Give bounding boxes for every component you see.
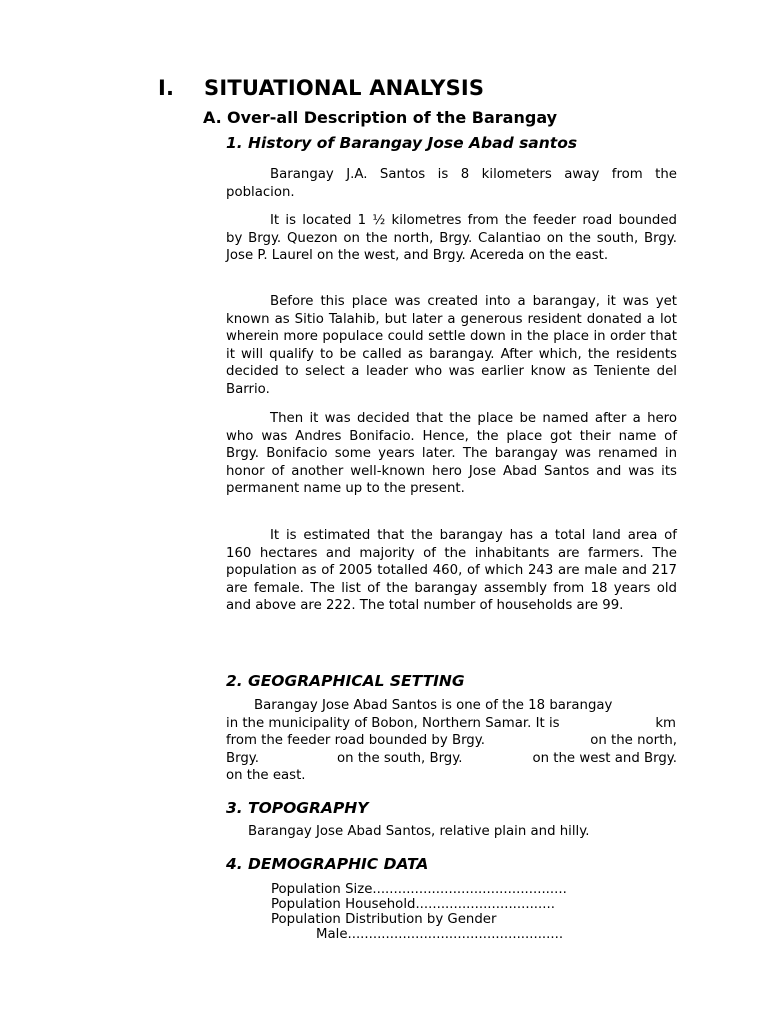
geo-text: Barangay Jose Abad Santos is one of the 18 barangay (254, 698, 613, 713)
topography-text: Barangay Jose Abad Santos, relative plain and hilly. (248, 824, 590, 839)
geographical-heading (226, 672, 465, 690)
topography-heading (226, 799, 369, 817)
history-paragraph-4: Then it was decided that the place be named after a hero who was Andres Bonifacio. Hence, the place got their name of Brgy. Bonifacio some years later. The barangay was renamed in honor of another well-known hero Jose Abad Santos and was its permanent name up to the present. (226, 411, 677, 497)
geo-text: in the municipality of Bobon, Northern Samar. It is (226, 715, 560, 731)
subsection-heading (203, 108, 557, 127)
geo-line-2 (226, 715, 677, 733)
history-heading (226, 134, 577, 152)
section-number: I. (158, 76, 175, 100)
history-paragraph-2: It is located 1 ½ kilometres from the feeder road bounded by Brgy. Quezon on the north, Brgy. Calantiao on the south, Brgy. Jose P. Laurel on the west, and Brgy. Acereda on the east. (226, 213, 677, 264)
topography-title: TOPOGRAPHY (248, 799, 369, 817)
geo-text: km (655, 715, 676, 731)
demographic-number: 4. (226, 855, 243, 873)
geo-text: on the west and Brgy. (532, 750, 677, 766)
demographic-item-male: Male................................................... (316, 927, 564, 942)
subsection-number: A. (203, 108, 222, 127)
history-paragraph-5: It is estimated that the barangay has a total land area of 160 hectares and majority of the inhabitants are farmers. The population as of 2005 totalled 460, of which 243 are male and 217 are female. The list of the barangay assembly from 18 years old and above are 222. The total number of households are 99. (226, 528, 677, 614)
demographic-item-population-household: Population Household................................. (271, 897, 555, 912)
geo-line-1 (226, 697, 677, 715)
geo-line-3 (226, 732, 677, 750)
demographic-title: DEMOGRAPHIC DATA (248, 855, 429, 873)
geo-text: Brgy. (226, 750, 259, 766)
history-title: History of Barangay Jose Abad santos (248, 134, 578, 152)
section-title: SITUATIONAL ANALYSIS (204, 76, 485, 100)
demographic-item-distribution-by-gender: Population Distribution by Gender (271, 912, 497, 927)
topography-number: 3. (226, 799, 243, 817)
demographic-heading (226, 855, 428, 873)
geo-text: on the north, (590, 733, 677, 749)
geographical-paragraph (226, 697, 677, 785)
geo-line-5 (226, 767, 677, 785)
demographic-item-population-size: Population Size.............................................. (271, 882, 567, 897)
geo-text: from the feeder road bounded by Brgy. (226, 733, 485, 749)
geo-text: on the east. (226, 768, 306, 784)
subsection-title: Over-all Description of the Barangay (227, 108, 558, 127)
demographic-list (271, 882, 567, 942)
section-heading (158, 76, 484, 100)
geo-line-4 (226, 750, 677, 768)
geographical-title: GEOGRAPHICAL SETTING (248, 672, 465, 690)
geographical-number: 2. (226, 672, 243, 690)
history-number: 1. (226, 134, 243, 152)
geo-text: on the south, Brgy. (337, 750, 463, 766)
history-paragraph-1: Barangay J.A. Santos is 8 kilometers away from the poblacion. (226, 167, 677, 200)
history-paragraph-3: Before this place was created into a barangay, it was yet known as Sitio Talahib, but later a generous resident donated a lot wherein more populace could settle down in the place in order that it will qualify to be called as barangay. After which, the residents decided to select a leader who was earlier know as Teniente del Barrio. (226, 294, 677, 397)
